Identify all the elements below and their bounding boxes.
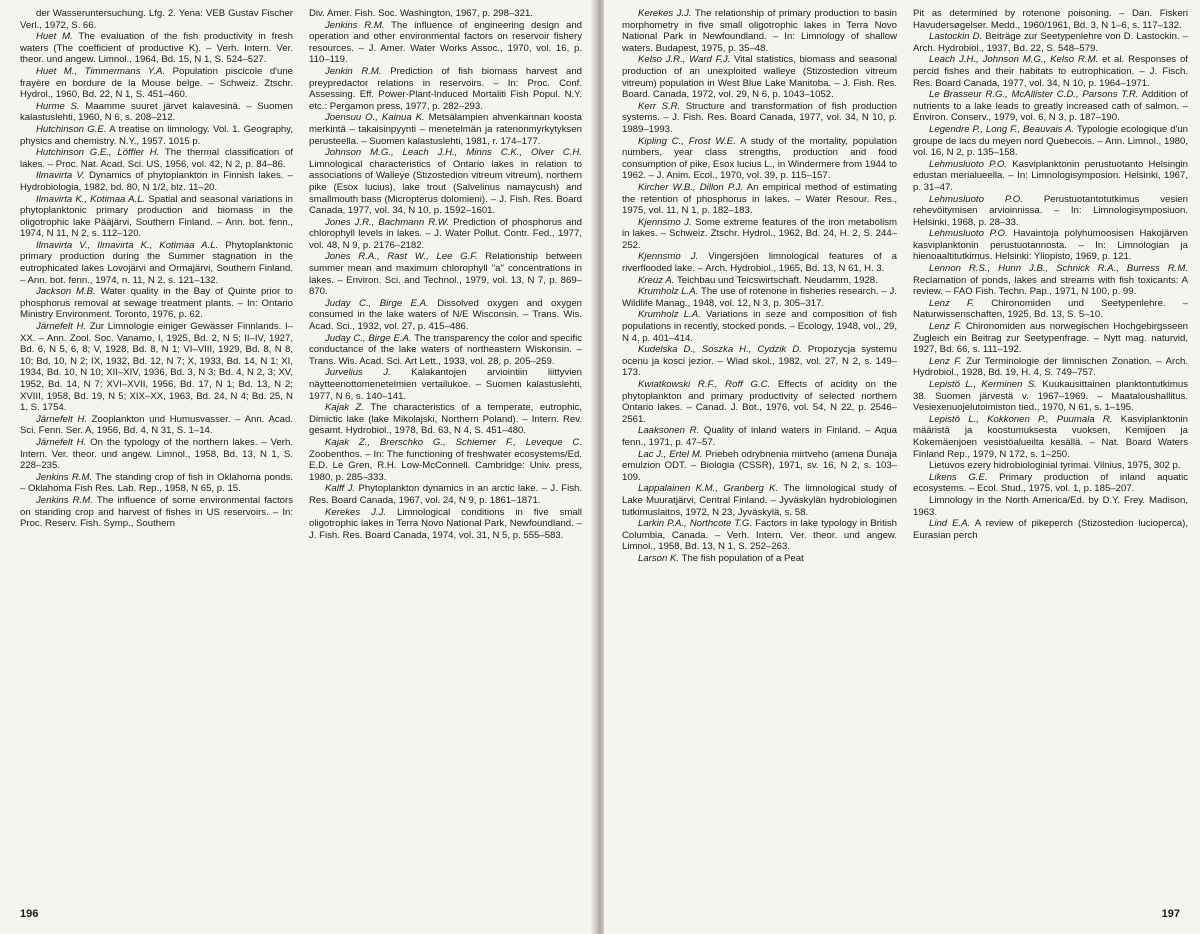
reference-text: The evaluation of the fish productivity in fresh waters (The coefficient of productive K). – Verh. Intern. Ver. theor. und angew. Limnol., 1964, Bd. 15, N 1, S. 524–527. bbox=[20, 31, 293, 66]
reference-text: A study of the mortality, population numbers, year class strengths, production and food consumption of pike, Esox lucius L., in Windermere from 1944 to 1962. – J. Anim. Ecol., 1970, vol. 39, p. 115–157. bbox=[622, 135, 897, 182]
page-number: 196 bbox=[20, 908, 39, 920]
reference-entry bbox=[622, 379, 897, 425]
reference-text: Priebeh odrybnenia mirtveho (amena Dunaja emulzion ODT. – Biologia (CSSR), 1971, sv. 16, N 2, s. 103–109. bbox=[622, 448, 897, 483]
reference-authors: Krumholz L.A. bbox=[638, 309, 701, 321]
reference-authors: Ilmavirta K., Kotimaa A.L. bbox=[36, 193, 146, 205]
reference-text: Propozycja systemu ocenu ja kosci jezior. – Wiad skol., 1982, vol. 27, N 2, s. 149–173. bbox=[622, 344, 897, 379]
reference-authors: Lehmusluoto P.O. bbox=[929, 158, 1008, 170]
reference-entry bbox=[913, 460, 1188, 472]
reference-text: Chironomiden und Seetypenlehre. – Naturwissenschaften, 1925, Bd. 13, S. 5–10. bbox=[913, 297, 1188, 321]
reference-entry bbox=[913, 194, 1188, 229]
reference-entry bbox=[622, 553, 897, 565]
reference-entry bbox=[309, 437, 582, 483]
reference-authors: Lastockin D. bbox=[929, 31, 983, 43]
reference-entry bbox=[20, 31, 293, 66]
reference-entry bbox=[309, 298, 582, 333]
reference-text: Lietuvos ezery hidrobiologinial tyrimai. Vilnius, 1975, 302 p. bbox=[929, 460, 1181, 472]
reference-entry bbox=[913, 89, 1188, 124]
reference-authors: Jenkins R.M. bbox=[36, 471, 93, 483]
reference-authors: Kerekes J.J. bbox=[638, 8, 692, 19]
reference-text: Vingersjöen limnological features of a riverflooded lake. – Arch. Hydrobiol., 1965, Bd. 13, N 61, H. 3. bbox=[622, 251, 897, 275]
reference-text: Quality of inland waters in Finland. – Aqua fenn., 1971, p. 47–57. bbox=[622, 425, 897, 448]
reference-authors: Järnefelt H. bbox=[36, 436, 87, 448]
reference-text: Zoobenthos. – In: The functioning of freshwater ecosystems/Ed. E.D. Le Gren, R.H. Low-McConnell. Cambridge: Univ. press, 1980, p. 285–333. bbox=[309, 448, 582, 483]
reference-text: A treatise on limnology. Vol. 1. Geography, physics and chemistry. N.Y., 1957. 1015 p. bbox=[20, 123, 293, 147]
reference-text: The influence of engineering design and operation and other environmental factors on reservoir fishery resources. – J. Amer. Water Works Assoc., 1970, vol. 16, p. 110–119. bbox=[309, 19, 582, 66]
reference-text: The transparency the color and specific conductance of the lake waters of northeastern Wiskonsin. – Trans. Wis. Acad. Sci. Art Lett., 1933, vol. 28, p. 205–259. bbox=[309, 332, 582, 367]
reference-text: Phytoplankton dynamics in an arctic lake. – J. Fish. Res. Board Canada, 1967, vol. 24, N 9, p. 1861–1871. bbox=[309, 483, 582, 506]
reference-text: Zur Limnologie einiger Gewässer Finnlands. I–XX. – Ann. Zool. Soc. Vanamo, I, 1925, Bd. 2, N 5; II–IV, 1927, Bd. 6, N 5, 6, 8; V, 1928, Bd. 8, N 1; VI–VIII, 1929, Bd. 8, N 8, 10; Bd. 10, N 2; IX, 1932, Bd. 12, N 7; X, 1933, Bd. 14, N 1; XI, 1934, Bd. 10, N 10; XII–XIV, 1936, Bd. 3, N 3; Bd. 4, N 2, 3; XV, 1952, Bd. 14, N 7; XVI–XVII, 1956, Bd. 17, N 1; Bd. 13, N 2; XVIII, 1958, Bd. 19, N 5; XIX–XX, 1963, Bd. 24, N 4; Bd. 25, N 1, S. 1754. bbox=[20, 321, 293, 414]
reference-authors: Kreuz A. bbox=[638, 274, 675, 286]
reference-entry bbox=[622, 425, 897, 448]
reference-entry bbox=[913, 379, 1188, 414]
reference-text: Pit as determined by rotenone poisoning. – Dan. Fiskeri Havudersøgelser. Medd., 1960/1961, Bd. 3, N 1–6, s. 117–132. bbox=[913, 8, 1188, 31]
reference-text: An empirical method of estimating the retention of phosphorus in lakes. – Water Resour. Res., 1975, vol. 11, N 1, p. 182–183. bbox=[622, 181, 897, 217]
reference-authors: Lehmusluoto P.O. bbox=[929, 193, 1023, 205]
reference-entry bbox=[309, 402, 582, 437]
reference-entry bbox=[622, 182, 897, 217]
reference-authors: Larson K. bbox=[638, 552, 680, 564]
reference-text: The relationship of primary production to basin morphometry in five small oligotrophic lakes in Terra Novo National Park in Newfoundland. – In: Limnology of shallow waters. Budapest, 1975, p. 35–48. bbox=[622, 8, 897, 54]
reference-entry bbox=[622, 8, 897, 54]
reference-authors: Jones J.R., Bachmann R.W. bbox=[325, 216, 450, 228]
reference-authors: Jenkins R.M. bbox=[325, 19, 385, 31]
reference-authors: Kelso J.R., Ward F.J. bbox=[638, 54, 731, 66]
left-page bbox=[0, 0, 596, 934]
reference-entry bbox=[20, 495, 293, 530]
reference-authors: Jones R.A., Rast W., Lee G.F. bbox=[325, 251, 478, 263]
right-page bbox=[604, 0, 1200, 934]
reference-entry bbox=[913, 31, 1188, 54]
reference-entry bbox=[913, 321, 1188, 356]
reference-text: Population piscicole d'une frayère en bordure de la Mouse belge. – Schweiz. Ztschr. Hydrol., 1960, Bd. 22, N 1, S. 451–460. bbox=[20, 65, 293, 101]
reference-entry bbox=[913, 8, 1188, 31]
reference-entry bbox=[913, 356, 1188, 379]
reference-authors: Järnefelt H. bbox=[36, 321, 87, 333]
reference-text: Relationship between summer mean and maximum chlorophyll "a" concentrations in lakes. – Environ. Sci. and Technol., 1979, vol. 13, N 7, p. 869–870. bbox=[309, 251, 582, 298]
reference-authors: Kerekes J.J. bbox=[325, 506, 387, 518]
reference-entry bbox=[309, 66, 582, 112]
right-page-column-2 bbox=[913, 8, 1188, 888]
reference-text: The use of rotenone in fisheries research. – J. Wildlife Manag., 1948, vol. 12, N 3, p. 305–317. bbox=[622, 286, 897, 309]
reference-text: A review of pikeperch (Stizostedion lucioperca), Eurasian perch bbox=[913, 518, 1188, 541]
reference-entry bbox=[309, 483, 582, 506]
reference-entry bbox=[20, 240, 293, 286]
reference-entry bbox=[622, 309, 897, 344]
reference-authors: Krumholz L.A. bbox=[638, 286, 699, 298]
reference-authors: Larkin P.A., Northcote T.G. bbox=[638, 518, 753, 530]
reference-authors: Kjennsmo J. bbox=[638, 251, 699, 263]
reference-entry bbox=[622, 101, 897, 136]
reference-entry bbox=[913, 228, 1188, 263]
reference-authors: Lenz F. bbox=[929, 297, 975, 309]
reference-text: der Wasseruntersuchung. Lfg. 2. Yena: VEB Gustav Fischer Verl., 1972, S. 66. bbox=[20, 8, 293, 31]
reference-authors: Lind E.A. bbox=[929, 518, 971, 530]
reference-text: The standing crop of fish in Oklahoma ponds. – Oklahoma Fish Res. Lab. Rep., 1958, N 65, p. 15. bbox=[20, 471, 293, 495]
reference-text: Zur Terminologie der limnischen Zonation. – Arch. Hydrobiol., 1928, Bd. 19, H. 4, S. 749–757. bbox=[913, 355, 1188, 379]
reference-text: Spatial and seasonal variations in phytoplanktonic primary production and biomass in the oligotrophic lake Pääjärvi, Southern Finland. – Ann. bot. fenn., 1974, N 11, N 2, s. 112–120. bbox=[20, 193, 293, 240]
reference-text: The limnological study of Lake Muuratjärvi, Central Finland. – Jyväskylän hydrobiologinen tutkimuslaitos, 1972, N 23, Jyväskylä, s. 58. bbox=[622, 483, 897, 518]
right-page-columns bbox=[622, 8, 1188, 888]
reference-authors: Jenkins R.M. bbox=[36, 494, 93, 506]
reference-entry bbox=[20, 124, 293, 147]
left-page-columns bbox=[20, 8, 582, 888]
reference-authors: Ilmavirta V. bbox=[36, 170, 85, 182]
reference-entry bbox=[20, 437, 293, 472]
reference-entry bbox=[913, 54, 1188, 89]
reference-entry bbox=[913, 124, 1188, 159]
reference-authors: Lac J., Ertel M. bbox=[638, 448, 703, 460]
reference-text: et al. Responses of percid fishes and their habitats to eutrophication. – J. Fisch. Res. Board Canada, 1977, vol. 34, N 10, p. 1964–1971. bbox=[913, 54, 1188, 89]
reference-text: Teichbau und Teicswirtschaft. Neudamm, 1928. bbox=[676, 274, 878, 286]
reference-authors: Lennon R.S., Hunn J.B., Schnick R.A., Burress R.M. bbox=[929, 263, 1188, 275]
reference-authors: Leach J.H., Johnson M.G., Kelso R.M. bbox=[929, 54, 1099, 66]
reference-authors: Lenz F. bbox=[929, 321, 962, 333]
reference-authors: Ilmavirta V., Ilmavirta K., Kotimaa A.L. bbox=[36, 239, 219, 251]
reference-text: Vital statistics, biomass and seasonal production of an unexploited walleye (Stizostedion vitreum vitreum) population in West Blue Lake Manitoba. – J. Fish. Res. Board. Canada, 1972, vol. 29, N 6, p. 1043–1052. bbox=[622, 54, 897, 101]
reference-entry bbox=[20, 194, 293, 240]
reference-text: Variations in seze and composition of fish populations in recently, stocked ponds. – Ecology, 1948, vol., 29, N 4, p. 401–414. bbox=[622, 309, 897, 344]
reference-entry bbox=[309, 367, 582, 402]
reference-entry bbox=[913, 414, 1188, 460]
reference-authors: Huet M., Timmermans Y.A. bbox=[36, 65, 166, 77]
reference-text: Primary production of inland aquatic ecosystems. – Ecol. Stud., 1975, vol. 1, p. 185–207. bbox=[913, 471, 1188, 495]
reference-authors: Lappalainen K.M., Granberg K. bbox=[638, 483, 779, 495]
reference-text: The characteristics of a temperate, eutrophic, Dimictic lake (lake Mikolajski, Northern Poland). – Intern. Rev. gesamt. Hydrobiol., 1978, Bd. 63, N 4, S. 451–480. bbox=[309, 402, 582, 437]
reference-text: Kalakantojen arviointiin liittyvien näytteenottomenetelmien vertailukoe. – Suomen kalastuslehti, 1977, N 6, s. 140–141. bbox=[309, 367, 582, 402]
reference-text: Prediction of fish biomass harvest and preypredactor relations in reservoirs. – In: Proc. Conf. Assessing. Eff. Power-Plant-Induced Mortaliti Fish Popul. N.Y. etc.: Pergamon press, 1977, p. 282–293. bbox=[309, 65, 582, 112]
reference-text: Phytoplanktonic primary production during the Summer stagnation in the eutrophicated lakes Lovojärvi and Ormajärvi, Southern Finland. – Ann. bot. fenn., 1974, n. 11, N 2, s. 121–132. bbox=[20, 239, 293, 286]
reference-entry bbox=[622, 449, 897, 484]
reference-authors: Johnson M.G., Leach J.H., Minns C.K., Olver C.H. bbox=[325, 147, 582, 159]
reference-entry bbox=[20, 321, 293, 414]
reference-authors: Lepistö L., Kerminen S. bbox=[929, 379, 1037, 390]
reference-authors: Laaksonen R. bbox=[638, 425, 700, 437]
reference-text: Div. Amer. Fish. Soc. Washington, 1967, p. 298–321. bbox=[309, 8, 533, 19]
reference-entry bbox=[622, 275, 897, 287]
reference-entry bbox=[20, 8, 293, 31]
reference-entry bbox=[913, 263, 1188, 298]
reference-entry bbox=[309, 333, 582, 368]
reference-entry bbox=[622, 286, 897, 309]
reference-text: Maamme suuret järvet kalavesinä. – Suomen kalastuslehti, 1960, N 6, s. 208–212. bbox=[20, 100, 293, 124]
reference-authors: Likens G.E. bbox=[929, 471, 988, 483]
reference-entry bbox=[622, 483, 897, 518]
reference-entry bbox=[622, 251, 897, 274]
reference-authors: Juday C., Birge E.A. bbox=[325, 332, 412, 344]
reference-authors: Legendre P., Long F., Beauvais A. bbox=[929, 123, 1075, 135]
left-page-column-1 bbox=[20, 8, 293, 888]
right-page-column-1 bbox=[622, 8, 897, 888]
reference-entry bbox=[20, 472, 293, 495]
reference-authors: Järnefelt H. bbox=[36, 413, 88, 425]
reference-authors: Jenkin R.M. bbox=[325, 65, 382, 77]
reference-authors: Kudelska D., Soszka H., Cydzik D. bbox=[638, 344, 802, 356]
reference-entry bbox=[913, 159, 1188, 194]
reference-authors: Kajak Z. bbox=[325, 402, 365, 414]
reference-entry bbox=[913, 298, 1188, 321]
reference-authors: Hutchinson G.E. bbox=[36, 123, 107, 135]
reference-text: Perustuotantotutkimus vesien rehevöitymisen arvioinnissa. – In: Limnologisymposiuon. Helsinki, 1968, p. 28–33. bbox=[913, 193, 1188, 228]
reference-text: Limnological conditions in five small oligotrophic lakes in Terra Novo National Park, Newfoundland. – J. Fish. Res. Board Canada, 1974, vol. 31, N 5, p. 555–583. bbox=[309, 506, 582, 541]
reference-authors: Huet M. bbox=[36, 31, 73, 43]
reference-text: Havaintoja polyhumoosisen Hakojärven kasviplanktonin perustuotannosta. – In: Limnologian ja hienoaaltitutkimus. Helsinki: Yliopisto, 1969, p. 121. bbox=[913, 228, 1188, 263]
reference-text: Beiträge zur Seetypenlehre von D. Lastockin. – Arch. Hydrobiol., 1937, Bd. 22, S. 548–579. bbox=[913, 31, 1188, 54]
page-number: 197 bbox=[1161, 908, 1180, 920]
reference-text: Dissolved oxygen and oxygen consumed in the lake waters of N/E Wisconsin. – Trans. Wis. Acad. Sci., 1932, vol. 27, p. 415–486. bbox=[309, 297, 582, 333]
reference-text: Zooplankton und Humusvasser. – Ann. Acad. Sci. Fenn. Ser. A, 1956, Bd. 4, N 31, S. 1–14. bbox=[20, 413, 293, 437]
reference-text: Reclamation of ponds, lakes and streams with fish toxicants: A review. – FAO Fish. Techn. Pap., 1971, N 100, p. 99. bbox=[913, 274, 1188, 298]
reference-text: Structure and transformation of fish production systems. – J. Fish. Res. Board Canada, 1977, vol. 34, N 10, p. 1989–1993. bbox=[622, 100, 897, 135]
reference-authors: Kipling C., Frost W.E. bbox=[638, 135, 736, 147]
reference-entry bbox=[622, 217, 897, 252]
reference-authors: Kalff J. bbox=[325, 483, 356, 495]
reference-text: Some extreme features of the iron metabolism in lakes. – Schweiz. Ztschr. Hydrol., 1962, Bd. 24, H. 2, S. 244–252. bbox=[622, 216, 897, 251]
reference-authors: Kajak Z., Brerschko G., Schiemer F., Leveque C. bbox=[325, 436, 582, 448]
reference-entry bbox=[309, 217, 582, 252]
reference-authors: Lenz F. bbox=[929, 355, 962, 367]
reference-entry bbox=[913, 518, 1188, 541]
reference-text: Kuukausittainen planktontutkimus 38. Suomen järvestä v. 1967–1969. – Maataloushallitus. Vesiexenuojelutoimiston tied., 1970, N 61, s. 1–195. bbox=[913, 379, 1188, 414]
reference-entry bbox=[309, 251, 582, 297]
reference-entry bbox=[913, 495, 1188, 518]
reference-text: Addition of nutrients to a lake leads to greatly increased cath of salmon. – Environ. Conserv., 1979, vol. 6, N 3, p. 187–190. bbox=[913, 89, 1188, 124]
reference-authors: Hutchinson G.E., Löffler H. bbox=[36, 147, 160, 159]
reference-entry bbox=[20, 286, 293, 321]
reference-entry bbox=[309, 8, 582, 20]
reference-entry bbox=[622, 136, 897, 182]
reference-authors: Jurvelius J. bbox=[325, 367, 391, 379]
reference-authors: Le Brasseur R.G., McAllister C.D., Parsons T.R. bbox=[929, 89, 1139, 101]
reference-entry bbox=[20, 170, 293, 193]
reference-authors: Kerr S.R. bbox=[638, 100, 681, 112]
reference-text: Prediction of phosphorus and chlorophyll levels in lakes. – J. Water Pollut. Contr. Fed., 1977, vol. 48, N 9, p. 2176–2182. bbox=[309, 216, 582, 251]
reference-entry bbox=[20, 101, 293, 124]
reference-text: The fish population of a Peat bbox=[681, 552, 804, 564]
reference-entry bbox=[20, 414, 293, 437]
reference-text: On the typology of the northern lakes. – Verh. Intern. Ver. theor. und angew. Limnol., 1958, Bd. 13, N 1, S. 228–235. bbox=[20, 436, 293, 472]
reference-text: Kasviplanktonin määristä ja koostumuksesta vuoksen, Kemijoen ja Kokemäenjoen vesistöalueilta kesällä. – Nat. Board Waters Finland Rep., 1979, N 172, s. 1–250. bbox=[913, 413, 1188, 460]
reference-text: The thermal classification of lakes. – Proc. Nat. Acad. Sci. US, 1956, vol. 42, N 2, p. 84–86. bbox=[20, 147, 293, 170]
reference-authors: Lepistö L., Kokkonen P., Puumala R. bbox=[929, 413, 1113, 425]
reference-text: Effects of acidity on the phytoplankton and primary productivity of selected northern Ontario lakes. – Canad. J. Bot., 1976, vol. 54, N 22, p. 2546–2561. bbox=[622, 379, 897, 425]
reference-entry bbox=[20, 66, 293, 101]
reference-text: Chironomiden aus norwegischen Hochgebirgsseen Zugleich ein Beitrag zur Seetypenfrage. – Nytt mag. naturvid, 1927, Bd. 66, s. 111–192. bbox=[913, 321, 1188, 356]
reference-entry bbox=[309, 147, 582, 217]
reference-entry bbox=[622, 344, 897, 379]
reference-entry bbox=[309, 112, 582, 147]
reference-text: Metsälampien ahvenkannan koosta merkintä – takaisinpyynti – menetelmän ja ratenonmyrkytyksen perusteella. – Suomen kalastuslehti, 1981, r. 174–177. bbox=[309, 112, 582, 147]
reference-text: Kasviplanktonin perustuotanto Helsingin edustan merialueella. – In: Limnologisymposion. Helsinki, 1967, p. 31–47. bbox=[913, 158, 1188, 193]
reference-text: Limnological characteristics of Ontario lakes in relation to associations of Walleye (Stizostedion vitreum vitreum), northern pike (Esox lucius), lake trout (Salvelinus namaycush) and smallmouth bass (Micropterus dolomieni). – J. Fish. Res. Board Canada, 1977, vol. 34, N 10, p. 1592–1601. bbox=[309, 158, 582, 217]
reference-entry bbox=[309, 507, 582, 542]
reference-entry bbox=[913, 472, 1188, 495]
reference-text: Dynamics of phytoplankton in Finnish lakes. – Hydrobiologia, 1982, bd. 80, N 1/2, blz. 11–20. bbox=[20, 170, 293, 193]
reference-entry bbox=[309, 20, 582, 66]
reference-authors: Kircher W.B., Dillon P.J. bbox=[638, 181, 744, 193]
reference-text: The influence of some environmental factors on standing crop and harvest of fishes in US reservoirs. – In: Proc. Reserv. Fish. Symp., Southern bbox=[20, 494, 293, 530]
reference-authors: Jackson M.B. bbox=[36, 286, 96, 298]
reference-text: Limnology in the North America/Ed. by D.Y. Frey. Madison, 1963. bbox=[913, 494, 1188, 518]
reference-entry bbox=[622, 518, 897, 553]
reference-entry bbox=[20, 147, 293, 170]
reference-authors: Juday C., Birge E.A. bbox=[325, 297, 429, 309]
reference-authors: Kjennsmo J. bbox=[638, 216, 692, 228]
reference-text: Water quality in the Bay of Quinte prior to phosphorus removal at sewage treatment plants. – In: Ontario Ministry Environment. Toronto, 1976, p. 62. bbox=[20, 286, 293, 321]
left-page-column-2 bbox=[309, 8, 582, 888]
reference-authors: Hurme S. bbox=[36, 100, 80, 112]
reference-authors: Lehmusluoto P.O. bbox=[929, 228, 1008, 240]
reference-text: Typologie ecologique d'un groupe de lacs du meyen nord Quebecois. – Ann. Limnol., 1980, vol. 16, N 2, p. 135–158. bbox=[913, 123, 1188, 159]
reference-entry bbox=[622, 54, 897, 100]
reference-authors: Joensuu O., Kainua K. bbox=[325, 112, 425, 124]
reference-text: Factors in lake typology in British Columbia, Canada. – Verh. Intern. Ver. theor. und angew. Limnol., 1958, Bd. 13, N 1, S. 252–263. bbox=[622, 518, 897, 553]
reference-authors: Kwiatkowski R.F., Roff G.C. bbox=[638, 379, 771, 390]
